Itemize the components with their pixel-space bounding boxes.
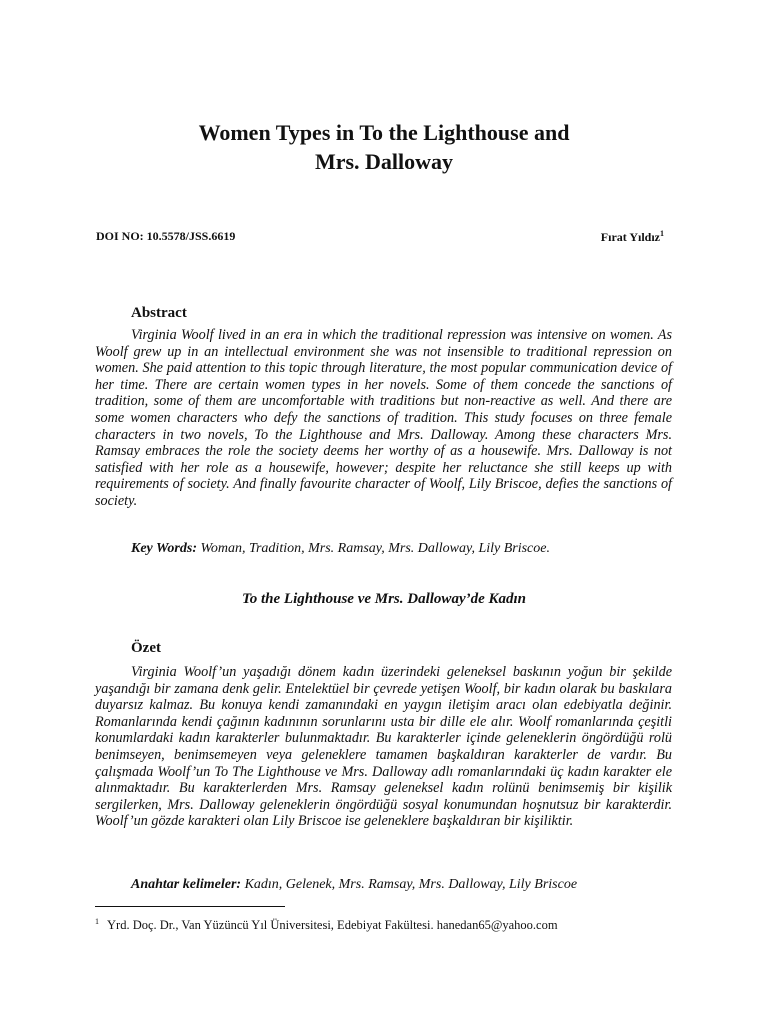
footnote-text: Yrd. Doç. Dr., Van Yüzüncü Yıl Üniversitesi, Edebiyat Fakültesi. hanedan65@yahoo.com <box>107 918 558 933</box>
footnote <box>95 917 558 933</box>
ozet-heading: Özet <box>131 640 161 656</box>
paper-title-line-2: Mrs. Dalloway <box>314 149 454 174</box>
author-footnote-mark: 1 <box>660 229 664 238</box>
turkish-title: To the Lighthouse ve Mrs. Dalloway’de Kadın <box>241 591 527 607</box>
keywords-list: Woman, Tradition, Mrs. Ramsay, Mrs. Dalloway, Lily Briscoe. <box>200 541 550 556</box>
doi-author-line <box>96 229 664 245</box>
keywords-turkish <box>131 877 577 893</box>
anahtar-kelimeler-label: Anahtar kelimeler: <box>131 877 242 892</box>
paper-title <box>0 118 768 176</box>
author <box>601 229 664 245</box>
abstract-text: Virginia Woolf lived in an era in which the traditional repression was intensive on women. As Woolf grew up in an intellectual environment she was not insensible to traditional repression on women. She paid attention to this topic through literature, the most popular communication device of her time. There are certain women types in her novels. Some of them concede the sanctions of tradition, some of them are uncomfortable with traditions but non-reactive as well. And there are some women characters who defy the sanctions of tradition. This study focuses on three female characters in two novels, To the Lighthouse and Mrs. Dalloway. Among these characters Mrs. Ramsay embraces the role the society deems her worthy of as a housewife. Mrs. Dalloway is not satisfied with her role as a housewife, however; despite her reluctance she still keeps up with requirements of society. And finally favourite character of Woolf, Lily Briscoe, defies the sanctions of society. <box>95 327 672 509</box>
anahtar-kelimeler-list: Kadın, Gelenek, Mrs. Ramsay, Mrs. Dalloway, Lily Briscoe <box>244 877 578 892</box>
keywords-label: Key Words: <box>131 541 197 556</box>
keywords-english <box>131 541 550 557</box>
doi-number: DOI NO: 10.5578/JSS.6619 <box>96 229 236 243</box>
footnote-mark: 1 <box>95 917 99 926</box>
ozet-text: Virginia Woolf’un yaşadığı dönem kadın üzerindeki geleneksel baskının yoğun bir şekilde yaşandığı bir zamana denk gelir. Entelektüel bir çevrede yetişen Woolf, bir kadın olarak bu baskılara duyarsız kalmaz. Bu konuya kendi zamanındaki en yaygın iletişim aracı olan edebiyatla değinir. Romanlarında kendi çağının kadınının sorunlarını usta bir dille ele alır. Woolf romanlarında çeşitli konumlardaki kadın karakterler bulunmaktadır. Bu karakterler içinde geleneklerin öngördüğü rolü benimseyen, benimsemeyen veya geleneklere tamamen başkaldıran karakterler de vardır. Bu çalışmada Woolf’un To The Lighthouse ve Mrs. Dalloway adlı romanlarındaki üç kadın karakter ele alınmaktadır. Bu karakterlerden Mrs. Ramsay geleneksel kadın rolünü benimsemiş bir kişilik sergilerken, Mrs. Dalloway geleneklerin öngördüğü sosyal konumundan hoşnutsuz bir karakterdir. Woolf’un gözde karakteri olan Lily Briscoe ise geleneklere başkaldıran bir kişiliktir. <box>95 664 672 830</box>
footnote-divider <box>95 906 285 907</box>
paper-title-line-1: Women Types in To the Lighthouse and <box>198 120 570 145</box>
author-name: Fırat Yıldız <box>600 230 660 244</box>
abstract-heading: Abstract <box>131 305 187 321</box>
